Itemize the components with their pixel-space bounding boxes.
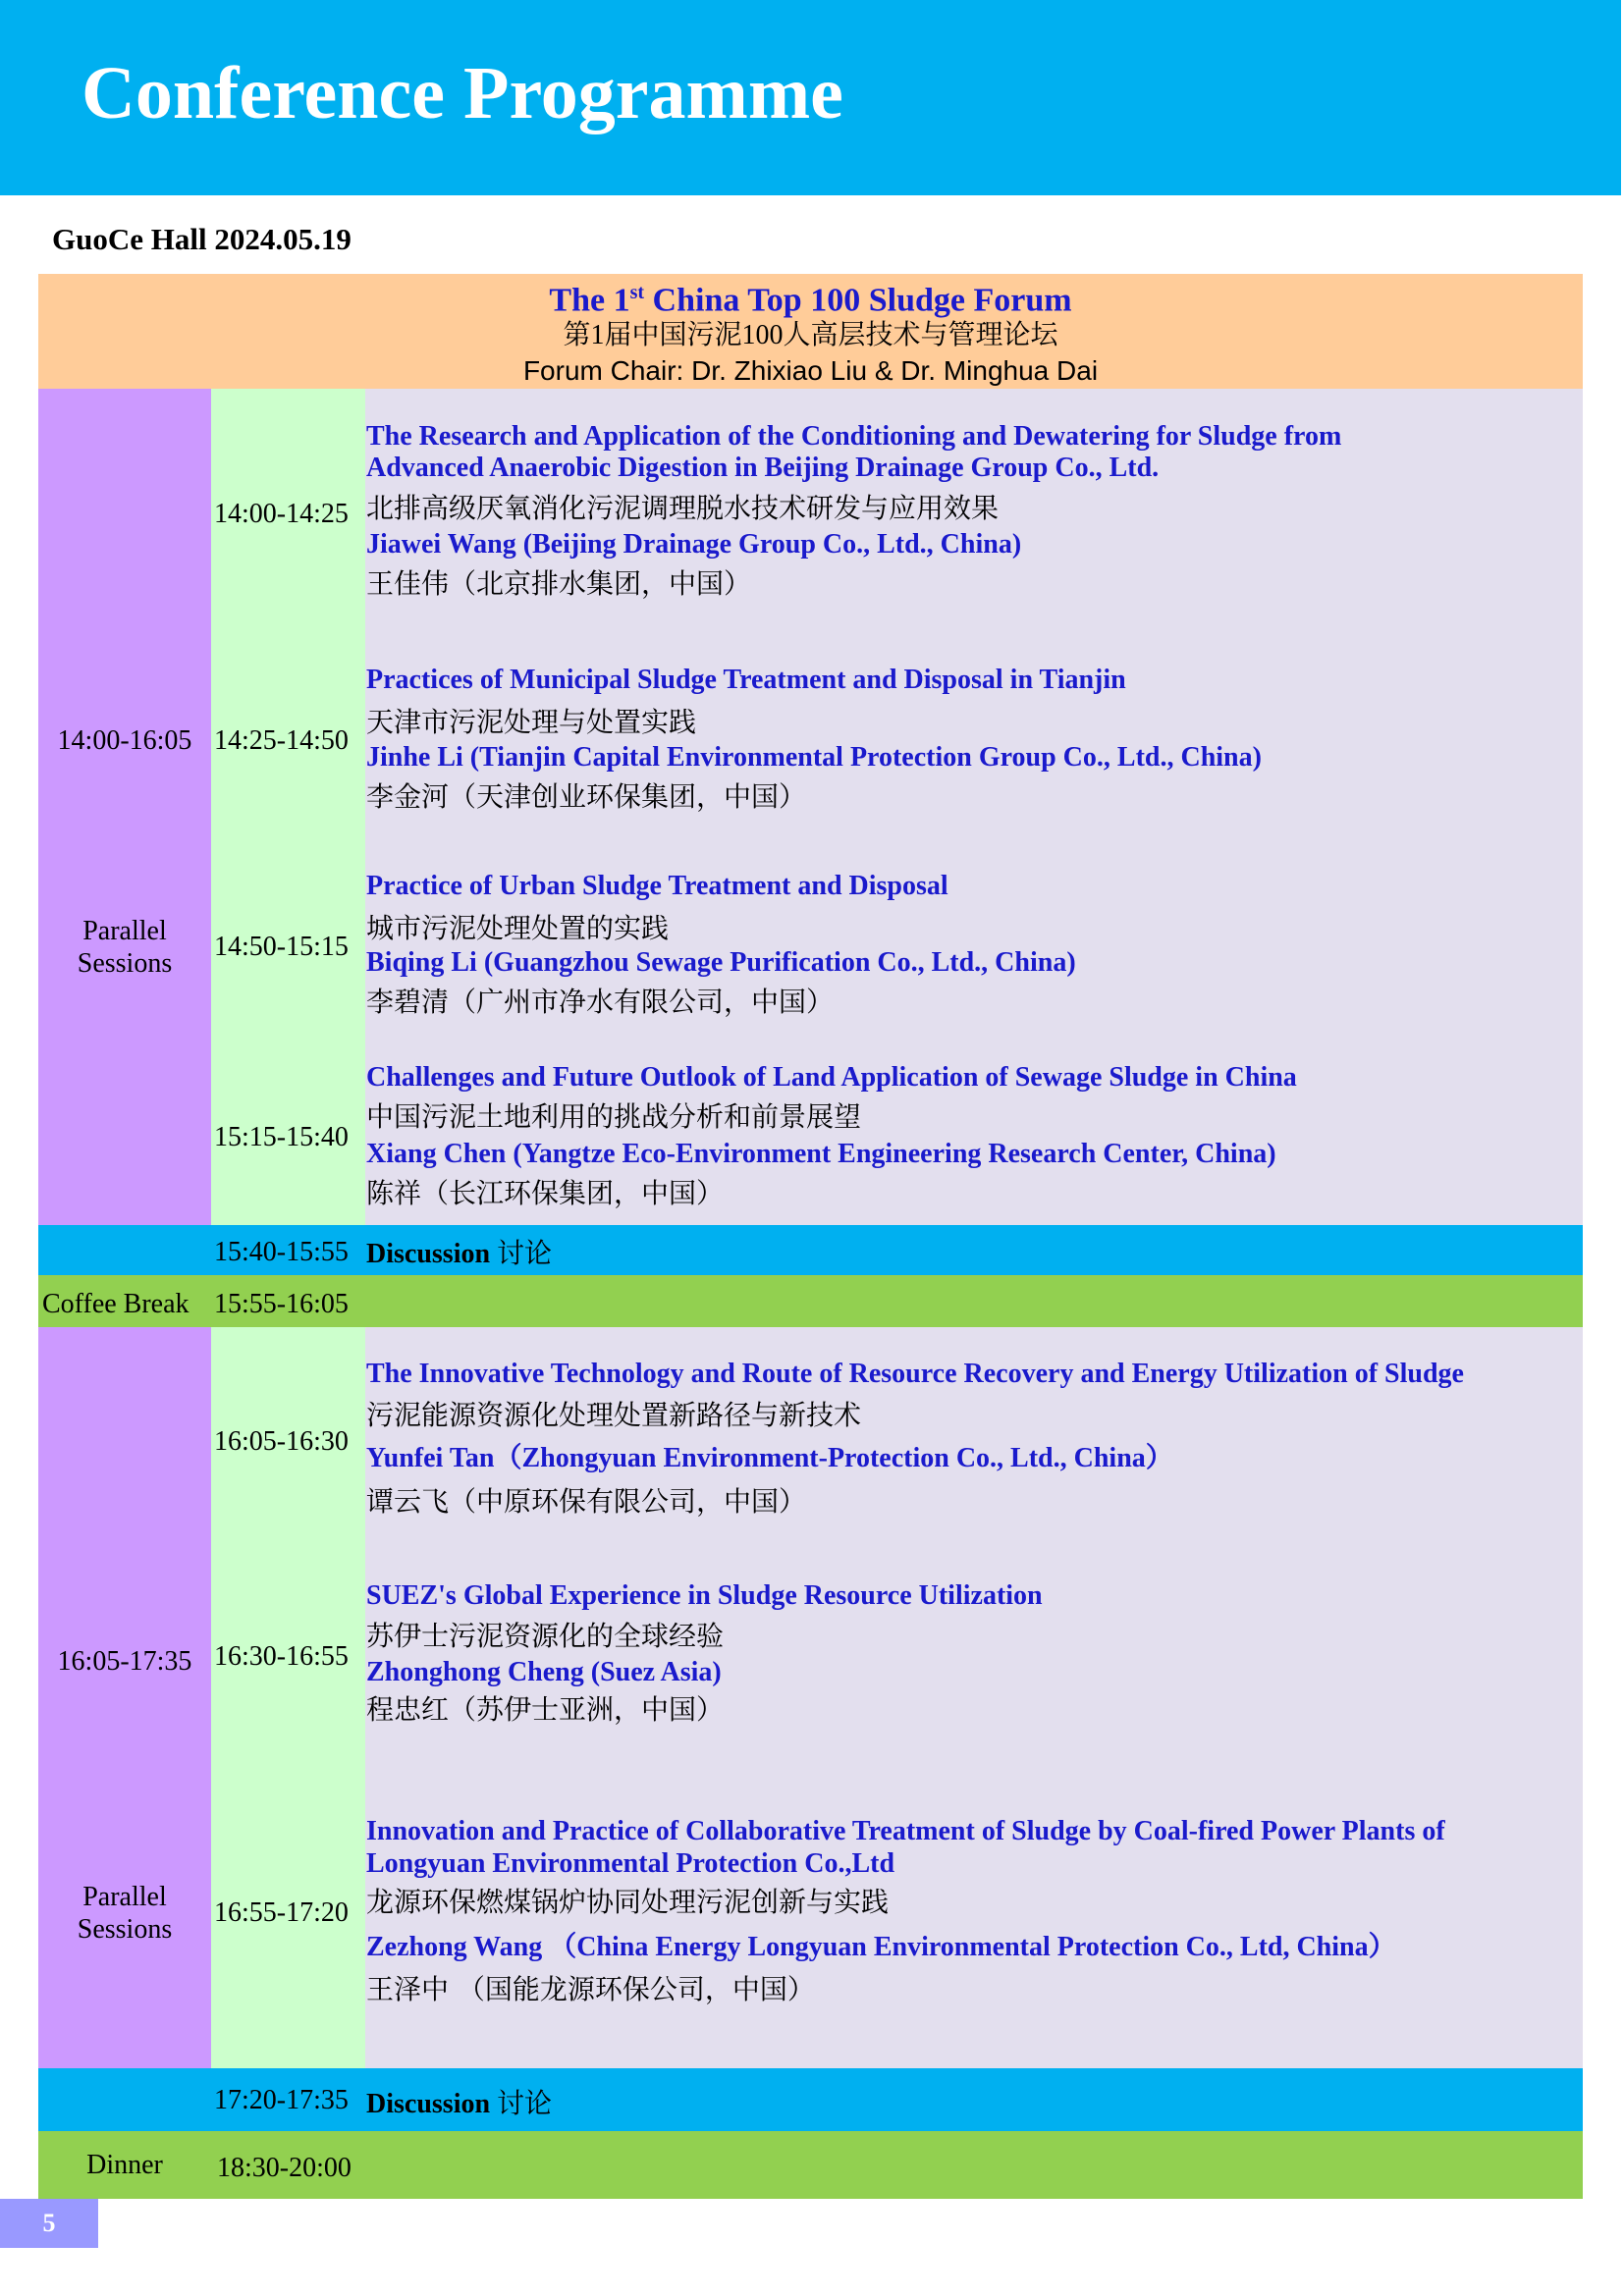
talk-speaker-zh: 王泽中 （国能龙源环保公司，中国） xyxy=(366,1973,815,2005)
discussion-label-zh: 讨论 xyxy=(497,1237,553,1269)
session2-time: 16:05-17:35 xyxy=(57,1646,192,1677)
page-title: Conference Programme xyxy=(81,52,843,134)
talk-title-zh: 北排高级厌氧消化污泥调理脱水技术研发与应用效果 xyxy=(366,492,1000,524)
coffee-break-time: 15:55-16:05 xyxy=(214,1289,349,1319)
talk-time: 16:05-16:30 xyxy=(214,1426,349,1457)
talk-title-en: Challenges and Future Outlook of Land Application of Sewage Sludge in China xyxy=(366,1062,1297,1093)
talk-time: 15:15-15:40 xyxy=(214,1122,349,1152)
venue-date: GuoCe Hall 2024.05.19 xyxy=(52,222,352,256)
talk-time: 16:30-16:55 xyxy=(214,1641,349,1672)
talk-time: 14:00-14:25 xyxy=(214,499,349,529)
session1-label-line2: Sessions xyxy=(77,948,173,979)
forum-title xyxy=(38,273,1583,320)
session2-label-line1: Parallel xyxy=(82,1882,167,1912)
session1-time: 14:00-16:05 xyxy=(57,725,192,756)
talk-title-zh: 中国污泥土地利用的挑战分析和前景展望 xyxy=(366,1100,862,1133)
session2-label-line2: Sessions xyxy=(77,1914,173,1945)
talk-speaker: Yunfei Tan（Zhongyuan Environment-Protection Co., Ltd., China） xyxy=(366,1443,1173,1473)
discussion-label-en: Discussion xyxy=(366,1239,491,1269)
talk-title-en-cont: Advanced Anaerobic Digestion in Beijing Drainage Group Co., Ltd. xyxy=(366,453,1160,483)
talk-title-en: The Innovative Technology and Route of Resource Recovery and Energy Utilization of Sludge xyxy=(366,1359,1464,1389)
talk-speaker: Zezhong Wang （China Energy Longyuan Environmental Protection Co., Ltd, China） xyxy=(366,1932,1396,1962)
talk-speaker-zh: 陈祥（长江环保集团，中国） xyxy=(366,1177,725,1209)
discussion-label-zh: 讨论 xyxy=(497,2087,553,2119)
talk-title-zh: 苏伊士污泥资源化的全球经验 xyxy=(366,1620,725,1652)
session2-column xyxy=(38,1327,211,2068)
discussion-label xyxy=(366,1237,552,1271)
talk-speaker: Biqing Li (Guangzhou Sewage Purification Co., Ltd., China) xyxy=(366,947,1076,978)
talk-speaker: Jiawei Wang (Beijing Drainage Group Co., Ltd., China) xyxy=(366,529,1022,560)
talk-title-en-cont: Longyuan Environmental Protection Co.,Ltd xyxy=(366,1848,895,1879)
discussion-time: 15:40-15:55 xyxy=(214,1237,349,1267)
discussion-label xyxy=(366,2087,552,2121)
discussion-label-en: Discussion xyxy=(366,2089,491,2119)
dinner-label: Dinner xyxy=(86,2150,163,2180)
talk-title-en: SUEZ's Global Experience in Sludge Resource Utilization xyxy=(366,1580,1043,1611)
talk-time: 16:55-17:20 xyxy=(214,1897,349,1928)
talk-title-zh: 城市污泥处理处置的实践 xyxy=(366,912,670,944)
talk-time: 14:25-14:50 xyxy=(214,725,349,756)
talk-speaker-zh: 谭云飞（中原环保有限公司，中国） xyxy=(366,1485,807,1518)
coffee-break-label: Coffee Break xyxy=(42,1289,189,1319)
talk-title-en: Practices of Municipal Sludge Treatment and Disposal in Tianjin xyxy=(366,665,1126,695)
forum-title-prefix: The 1 xyxy=(549,282,630,319)
talk-speaker-zh: 李金河（天津创业环保集团，中国） xyxy=(366,780,807,813)
talk-title-en: Innovation and Practice of Collaborative Treatment of Sludge by Coal-fired Power Plants of xyxy=(366,1816,1445,1846)
session1-column xyxy=(38,389,211,1225)
talk-title-zh: 龙源环保燃煤锅炉协同处理污泥创新与实践 xyxy=(366,1886,890,1918)
forum-title-zh: 第1届中国污泥100人高层技术与管理论坛 xyxy=(563,320,1058,350)
forum-title-suffix: China Top 100 Sludge Forum xyxy=(644,282,1072,319)
dinner-time: 18:30-20:00 xyxy=(217,2153,352,2183)
talk-title-en: Practice of Urban Sludge Treatment and Disposal xyxy=(366,871,948,901)
discussion-time: 17:20-17:35 xyxy=(214,2085,349,2115)
talk-speaker: Zhonghong Cheng (Suez Asia) xyxy=(366,1657,722,1687)
session1-label-line1: Parallel xyxy=(82,916,167,946)
forum-chair: Forum Chair: Dr. Zhixiao Liu & Dr. Minghua Dai xyxy=(522,355,1099,386)
talk-title-en: The Research and Application of the Conditioning and Dewatering for Sludge from xyxy=(366,421,1342,452)
talk-speaker-zh: 程忠红（苏伊士亚洲，中国） xyxy=(366,1693,725,1726)
talk-title-zh: 天津市污泥处理与处置实践 xyxy=(366,706,697,738)
forum-title-sup: st xyxy=(629,282,645,303)
talk-speaker: Jinhe Li (Tianjin Capital Environmental Protection Group Co., Ltd., China) xyxy=(366,742,1262,773)
talk-speaker-zh: 王佳伟（北京排水集团，中国） xyxy=(366,567,752,600)
talk-speaker-zh: 李碧清（广州市净水有限公司，中国） xyxy=(366,986,835,1018)
talk-speaker: Xiang Chen (Yangtze Eco-Environment Engineering Research Center, China) xyxy=(366,1139,1276,1169)
talk-time: 14:50-15:15 xyxy=(214,932,349,962)
talk-title-zh: 污泥能源资源化处理处置新路径与新技术 xyxy=(366,1399,862,1431)
page-number: 5 xyxy=(0,2199,98,2248)
